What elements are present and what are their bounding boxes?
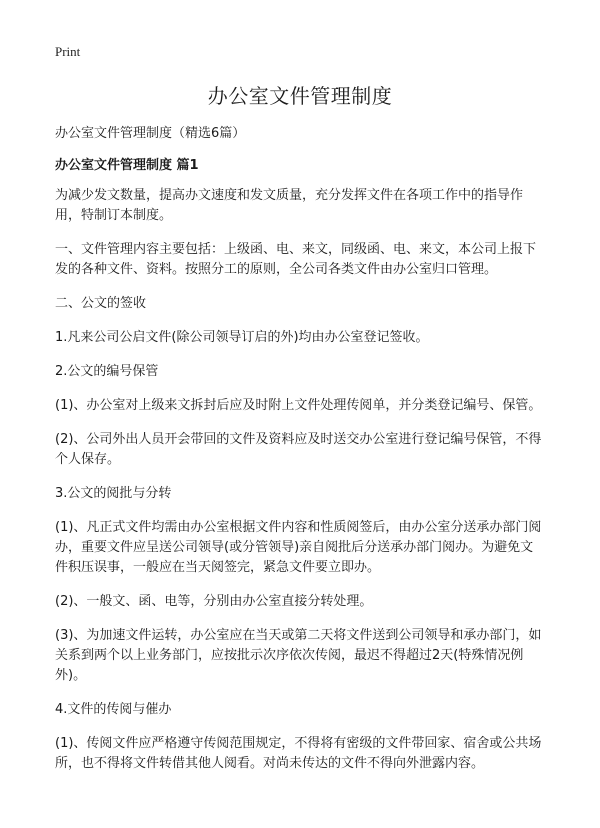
paragraph-scope: 一、文件管理内容主要包括：上级函、电、来文，同级函、电、来文，本公司上报下发的各种文件、资料。按照分工的原则，全公司各类文件由办公室归口管理。 bbox=[55, 242, 537, 277]
heading-circulation: 4.文件的传阅与催办 bbox=[55, 702, 172, 717]
document-subtitle: 办公室文件管理制度（精选6篇） bbox=[55, 126, 246, 141]
paragraph-receipt-1: 1.凡来公司公启文件(除公司领导订启的外)均由办公室登记签收。 bbox=[55, 330, 429, 345]
paragraph-intro: 为减少发文数量，提高办文速度和发文质量，充分发挥文件在各项工作中的指导作用，特制订本制度。 bbox=[55, 188, 524, 223]
paragraph-numbering-2: (2)、公司外出人员开会带回的文件及资料应及时送交办公室进行登记编号保管，不得个人保存。 bbox=[55, 432, 542, 467]
heading-review: 3.公文的阅批与分转 bbox=[55, 486, 172, 501]
section-heading: 办公室文件管理制度 篇1 bbox=[55, 158, 199, 173]
paragraph-review-3: (3)、为加速文件运转，办公室应在当天或第二天将文件送到公司领导和承办部门，如关系到两个以上业务部门，应按批示次序依次传阅，最迟不得超过2天(特殊情况例外)。 bbox=[55, 628, 542, 683]
paragraph-numbering-1: (1)、办公室对上级来文拆封后应及时附上文件处理传阅单，并分类登记编号、保管。 bbox=[55, 398, 542, 413]
paragraph-review-2: (2)、一般文、函、电等，分别由办公室直接分转处理。 bbox=[55, 594, 373, 609]
heading-numbering: 2.公文的编号保管 bbox=[55, 364, 159, 379]
paragraph-circulation-1: (1)、传阅文件应严格遵守传阅范围规定，不得将有密级的文件带回家、宿舍或公共场所，也不得将文件转借其他人阅看。对尚未传达的文件不得向外泄露内容。 bbox=[55, 736, 542, 771]
print-label: Print bbox=[55, 44, 81, 59]
paragraph-review-1: (1)、凡正式文件均需由办公室根据文件内容和性质阅签后，由办公室分送承办部门阅办，重要文件应呈送公司领导(或分管领导)亲自阅批后分送承办部门阅办。为避免文件积压误事，一般应在当天阅签完，紧急文件要立即办。 bbox=[55, 520, 542, 575]
document-title: 办公室文件管理制度 bbox=[207, 84, 393, 108]
heading-receipt: 二、公文的签收 bbox=[55, 296, 147, 311]
